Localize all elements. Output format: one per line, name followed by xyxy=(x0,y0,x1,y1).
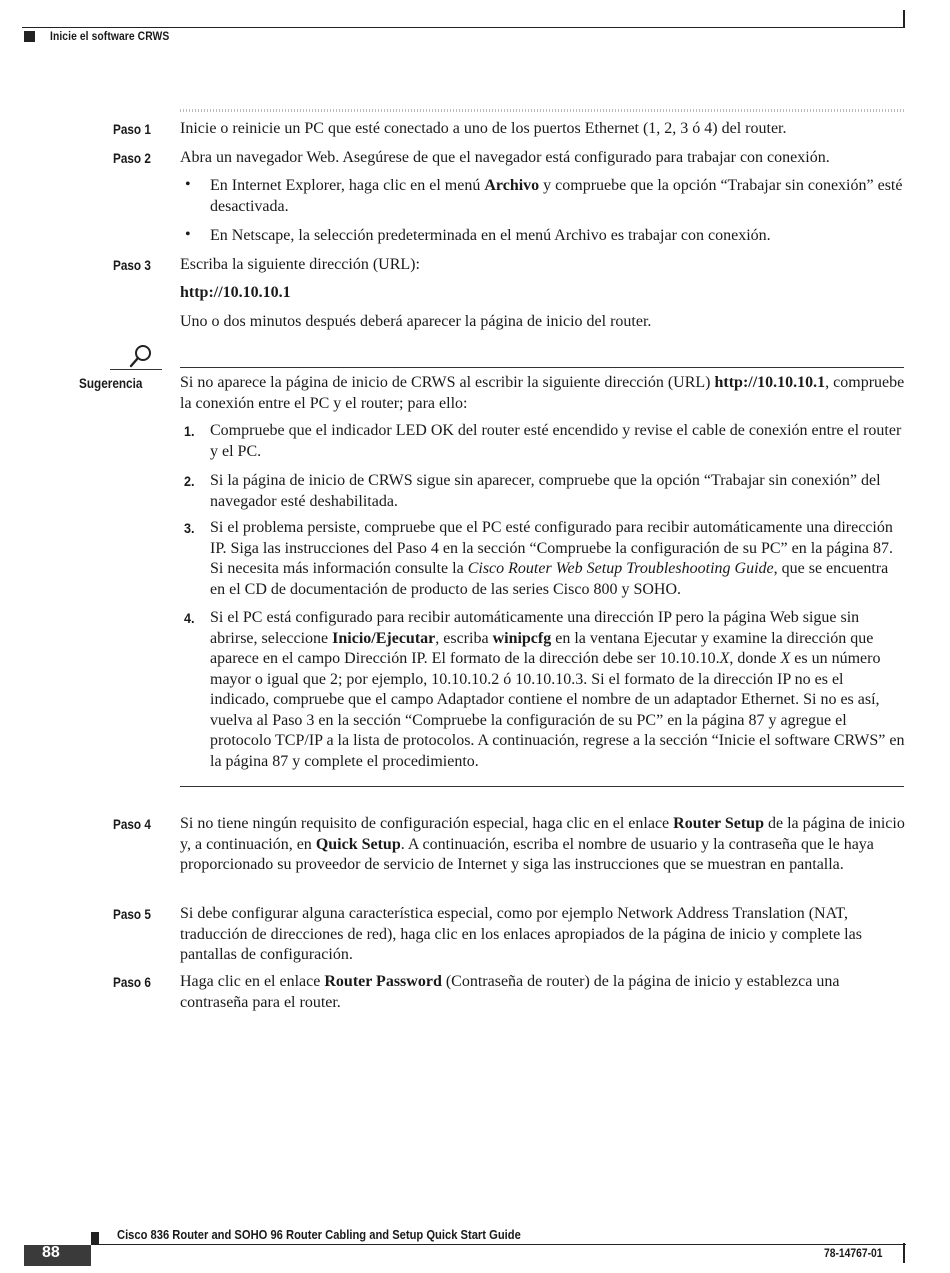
header-square-marker xyxy=(24,31,35,42)
tip-item-3: Si el problema persiste, compruebe que el PC esté configurado para recibir automáticamente una dirección IP. Siga las instrucciones del Paso 4 en la sección “Compruebe la configuración de su PC” en la página 87. Si necesita más información consulte la Cisco Router Web Setup Troubleshooting Guide, que se encuentra en el CD de documentación de producto de las series Cisco 800 y SOHO. xyxy=(210,519,893,598)
step-text-4: Si no tiene ningún requisito de configuración especial, haga clic en el enlace Router Setup de la página de inicio y, a continuación, en Quick Setup. A continuación, escriba el nombre de usuario y la contraseña que le haya proporcionado su proveedor de servicio de Internet y siga las instrucciones que se muestran en pantalla. xyxy=(180,815,905,873)
step-label-1: Paso 1 xyxy=(113,121,151,137)
footer-rule xyxy=(91,1244,906,1245)
tip-item-number: 2. xyxy=(184,473,195,489)
step-label-4: Paso 4 xyxy=(113,816,151,832)
tip-label: Sugerencia xyxy=(79,375,143,391)
tip-item-number: 4. xyxy=(184,610,195,626)
section-dotted-rule xyxy=(180,109,904,112)
footer-guide-title: Cisco 836 Router and SOHO 96 Router Cabling and Setup Quick Start Guide xyxy=(117,1227,521,1242)
step-text-1: Inicie o reinicie un PC que esté conectado a uno de los puertos Ethernet (1, 2, 3 ó 4) del router. xyxy=(180,120,787,137)
bullet-item-explorer: En Internet Explorer, haga clic en el menú Archivo y compruebe que la opción “Trabajar sin conexión” esté desactivada. xyxy=(210,177,903,215)
step-label-3: Paso 3 xyxy=(113,257,151,273)
step-label-2: Paso 2 xyxy=(113,150,151,166)
tip-item-2: Si la página de inicio de CRWS sigue sin aparecer, compruebe que la opción “Trabajar sin conexión” del navegador esté deshabilitada. xyxy=(210,472,881,510)
tip-icon-rule xyxy=(110,369,162,370)
tip-item-number: 1. xyxy=(184,423,195,439)
document-number: 78-14767-01 xyxy=(824,1246,883,1260)
step-text-6: Haga clic en el enlace Router Password (Contraseña de router) de la página de inicio y establezca una contraseña para el router. xyxy=(180,973,840,1011)
footer-tick-mark xyxy=(903,1243,905,1263)
bullet-item-netscape: En Netscape, la selección predeterminada en el menú Archivo es trabajar con conexión. xyxy=(210,227,771,244)
tip-item-4: Si el PC está configurado para recibir automáticamente una dirección IP pero la página Web sigue sin abrirse, seleccione Inicio/Ejecutar, escriba winipcfg en la ventana Ejecutar y examine la dirección que aparece en el campo Dirección IP. El formato de la dirección debe ser 10.10.10.X, donde X es un número mayor o igual que 2; por ejemplo, 10.10.10.2 ó 10.10.10.3. Si el formato de la dirección IP no es el indicado, compruebe que el campo Adaptador contiene el nombre de un adaptador Ethernet. Si no es así, vuelva al Paso 3 en la sección “Compruebe la configuración de su PC” en la página 87 y agregue el protocolo TCP/IP a la lista de protocolos. A continuación, regrese a la sección “Inicie el software CRWS” en la página 87 y complete el procedimiento. xyxy=(210,609,905,770)
header-rule xyxy=(22,27,904,28)
bullet-dot: • xyxy=(185,176,191,193)
magnifier-icon xyxy=(128,343,154,369)
running-header-title: Inicie el software CRWS xyxy=(50,29,170,43)
header-tick-mark xyxy=(903,10,905,28)
step-label-6: Paso 6 xyxy=(113,974,151,990)
step-3-followup: Uno o dos minutos después deberá aparecer la página de inicio del router. xyxy=(180,313,652,330)
step-label-5: Paso 5 xyxy=(113,906,151,922)
tip-top-rule xyxy=(180,367,904,368)
tip-item-1: Compruebe que el indicador LED OK del router esté encendido y revise el cable de conexión entre el router y el PC. xyxy=(210,422,902,460)
step-text-2: Abra un navegador Web. Asegúrese de que el navegador está configurado para trabajar con conexión. xyxy=(180,149,830,166)
router-url: http://10.10.10.1 xyxy=(180,284,291,301)
step-text-5: Si debe configurar alguna característica especial, como por ejemplo Network Address Translation (NAT, traducción de direcciones de red), haga clic en los enlaces apropiados de la página de inicio y complete las pantallas de configuración. xyxy=(180,905,862,963)
tip-bottom-rule xyxy=(180,786,904,787)
tip-intro: Si no aparece la página de inicio de CRWS al escribir la siguiente dirección (URL) http://10.10.10.1, compruebe la conexión entre el PC y el router; para ello: xyxy=(180,374,905,412)
tip-item-number: 3. xyxy=(184,520,195,536)
bullet-dot: • xyxy=(185,226,191,243)
step-text-3: Escriba la siguiente dirección (URL): xyxy=(180,256,420,273)
page-number: 88 xyxy=(42,1244,60,1261)
